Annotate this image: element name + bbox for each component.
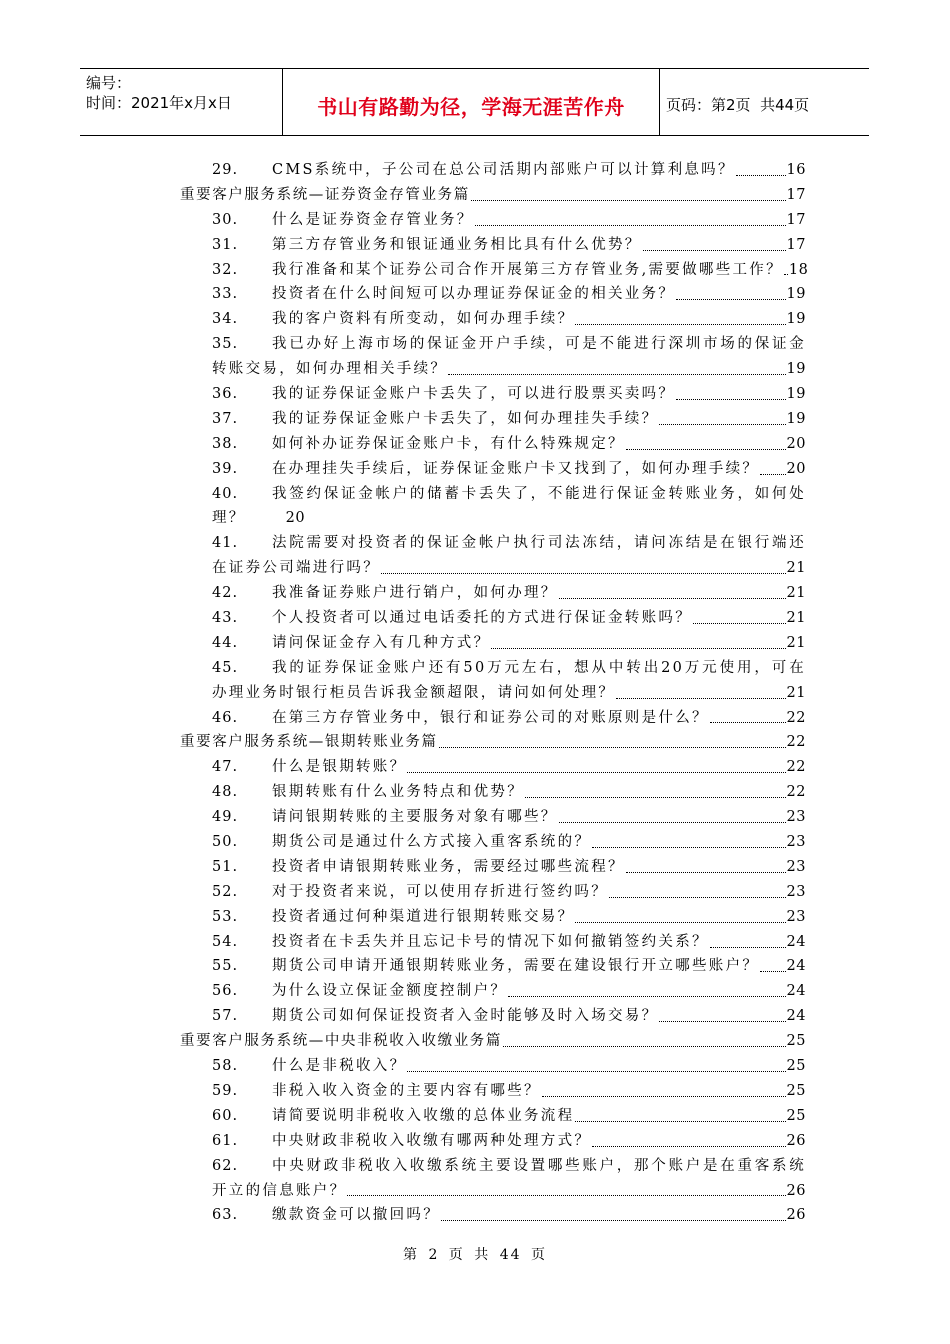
toc-entry[interactable] [180,208,806,233]
toc-entry-page: 22 [786,784,806,801]
toc-entry-number: 58. [212,1058,239,1075]
toc-entry-number: 53. [212,908,239,925]
toc-entry-page: 23 [786,883,806,900]
toc-entry-number: 40. [212,485,239,502]
toc-entry-title: 什么是银期转账？ [272,759,407,776]
toc-entry[interactable] [180,581,806,606]
toc-entry-title: 如何补办证券保证金账户卡，有什么特殊规定？ [272,435,625,452]
toc-entry[interactable] [180,1079,806,1104]
toc-entry-number: 33. [212,286,239,303]
toc-leader-dots [491,648,785,649]
toc-entry-page: 17 [786,186,806,203]
toc-leader-dots [439,747,786,748]
table-of-contents [180,158,809,1228]
toc-entry-title: 中央财政非税收入收缴系统主要设置哪些账户，那个账户是在重客系统 [272,1157,806,1174]
toc-entry-title: 第三方存管业务和银证通业务相比具有什么优势？ [272,236,642,253]
toc-entry[interactable] [180,158,806,183]
toc-entry-number: 37. [212,410,239,427]
toc-entry[interactable] [180,282,806,307]
toc-leader-dots [559,822,786,823]
toc-entry-number: 29. [212,161,239,178]
toc-entry-page: 24 [786,1008,806,1025]
toc-entry-title: 转账交易，如何办理相关手续？ [212,361,448,378]
toc-entry-number: 59. [212,1082,239,1099]
toc-entry-page: 20 [285,510,306,527]
toc-entry-title: 投资者申请银期转账业务，需要经过哪些流程？ [272,858,625,875]
toc-leader-dots [616,698,785,699]
toc-entry-title: CMS系统中，子公司在总公司活期内部账户可以计算利息吗？ [272,161,735,178]
toc-entry-title: 期货公司申请开通银期转账业务，需要在建设银行开立哪些账户？ [272,958,760,975]
toc-leader-dots [760,971,785,972]
toc-leader-dots [592,1146,785,1147]
toc-entry[interactable] [180,1179,806,1204]
toc-entry-number: 35. [212,336,239,353]
toc-entry-page: 26 [786,1207,806,1224]
toc-entry-number: 47. [212,759,239,776]
toc-entry[interactable] [180,706,806,731]
header-meta [80,69,283,135]
toc-leader-dots [471,200,786,201]
header-time-label: 时间：2021年x月x日 [86,94,232,112]
toc-leader-dots [643,250,786,251]
toc-leader-dots [559,598,786,599]
toc-entry-page: 17 [786,211,806,228]
toc-entry-number: 39. [212,460,239,477]
toc-entry[interactable] [180,855,806,880]
toc-leader-dots [407,772,785,773]
toc-entry-page: 21 [786,634,806,651]
toc-entry-number: 50. [212,834,239,851]
toc-entry-title: 银期转账有什么业务特点和优势？ [272,784,524,801]
toc-leader-dots [676,399,785,400]
toc-entry-page: 25 [786,1058,806,1075]
toc-leader-dots [575,1121,785,1122]
toc-entry-title: 我已办好上海市场的保证金开户手续，可是不能进行深圳市场的保证金 [272,336,806,353]
toc-entry[interactable] [180,631,806,656]
toc-entry-title: 在第三方存管业务中，银行和证券公司的对账原则是什么？ [272,709,709,726]
toc-entry-number: 61. [212,1132,239,1149]
toc-entry-page: 22 [786,709,806,726]
toc-leader-dots [609,897,786,898]
toc-entry-number: 46. [212,709,239,726]
toc-leader-dots [381,573,786,574]
toc-entry[interactable] [180,805,806,830]
toc-entry-number: 38. [212,435,239,452]
toc-leader-dots [407,1071,785,1072]
toc-entry-title: 中央财政非税收入收缴有哪两种处理方式？ [272,1132,592,1149]
toc-entry-number: 57. [212,1008,239,1025]
toc-entry-page: 22 [786,759,806,776]
toc-entry-title: 请问银期转账的主要服务对象有哪些？ [272,809,558,826]
toc-entry[interactable] [180,531,806,556]
toc-leader-dots [525,797,786,798]
toc-entry-number: 34. [212,311,239,328]
toc-leader-dots [760,474,785,475]
toc-entry-title: 投资者在什么时间短可以办理证券保证金的相关业务？ [272,286,676,303]
toc-leader-dots [542,1096,786,1097]
toc-entry-title: 我的证券保证金账户还有50万元左右，想从中转出20万元使用，可在 [272,659,806,676]
toc-leader-dots [441,1220,786,1221]
toc-entry-page: 20 [786,435,806,452]
toc-entry-page: 22 [786,734,806,751]
toc-entry-title: 期货公司是通过什么方式接入重客系统的？ [272,834,592,851]
toc-entry-page: 25 [786,1033,806,1050]
toc-entry-number: 31. [212,236,239,253]
toc-entry-page: 19 [786,286,806,303]
header-number-label: 编号： [86,74,132,92]
toc-entry-page: 26 [786,1132,806,1149]
toc-entry-title: 办理业务时银行柜员告诉我金额超限，请问如何处理？ [212,684,616,701]
toc-entry-page: 19 [786,410,806,427]
toc-entry-title: 对于投资者来说，可以使用存折进行签约吗？ [272,883,608,900]
toc-entry-page: 18 [788,261,809,278]
toc-entry-number: 51. [212,858,239,875]
toc-entry[interactable] [180,1154,806,1179]
toc-entry-title: 为什么设立保证金额度控制户？ [272,983,508,1000]
toc-entry-title: 理？ [212,510,246,527]
toc-entry-page: 16 [786,161,806,178]
toc-entry[interactable] [180,905,806,930]
toc-entry-page: 19 [786,361,806,378]
toc-entry-page: 20 [786,460,806,477]
toc-entry[interactable] [180,1004,806,1029]
toc-entry-number: 60. [212,1107,239,1124]
toc-entry-page: 25 [786,1107,806,1124]
toc-entry[interactable] [180,357,806,382]
toc-entry-title: 个人投资者可以通过电话委托的方式进行保证金转账吗？ [272,610,692,627]
toc-section-entry[interactable] [180,1029,806,1054]
toc-entry[interactable] [180,407,806,432]
toc-leader-dots [710,947,786,948]
toc-entry[interactable] [180,1129,806,1154]
toc-entry[interactable] [180,656,806,681]
toc-entry-number: 56. [212,983,239,1000]
toc-entry[interactable] [180,482,806,507]
toc-entry-title: 法院需要对投资者的保证金帐户执行司法冻结，请问冻结是在银行端还 [272,535,806,552]
toc-entry-page: 23 [786,834,806,851]
toc-section-entry[interactable] [180,183,806,208]
toc-leader-dots [508,996,785,997]
toc-entry-number: 63. [212,1207,239,1224]
toc-entry[interactable] [180,506,806,531]
toc-entry[interactable] [180,457,806,482]
toc-entry[interactable] [180,258,809,283]
toc-entry-title: 我签约保证金帐户的储蓄卡丢失了，不能进行保证金转账业务，如何处 [272,485,806,502]
toc-entry[interactable] [180,332,806,357]
header-page-info-cell [660,69,869,135]
toc-leader-dots [710,722,786,723]
toc-entry-title: 开立的信息账户？ [212,1182,347,1199]
toc-entry-number: 41. [212,535,239,552]
toc-entry-page: 24 [786,933,806,950]
toc-leader-dots [659,1021,785,1022]
toc-entry-number: 55. [212,958,239,975]
toc-entry-page: 26 [786,1182,806,1199]
toc-entry[interactable] [180,1054,806,1079]
toc-entry[interactable] [180,880,806,905]
toc-entry[interactable] [180,233,806,258]
toc-entry-page: 23 [786,908,806,925]
header-motto: 书山有路勤为径，学海无涯苦作舟 [317,94,625,119]
toc-entry-number: 43. [212,610,239,627]
toc-entry[interactable] [180,830,806,855]
toc-entry[interactable] [180,1203,806,1228]
toc-leader-dots [626,449,786,450]
toc-leader-dots [659,424,785,425]
toc-entry-number: 49. [212,809,239,826]
toc-entry-title: 什么是证券资金存管业务？ [272,211,474,228]
toc-leader-dots [592,847,785,848]
toc-entry[interactable] [180,432,806,457]
toc-entry-title: 我行准备和某个证券公司合作开展第三方存管业务,需要做哪些工作？ [272,261,783,278]
toc-entry-page: 19 [786,311,806,328]
toc-entry[interactable] [180,979,806,1004]
toc-entry-title: 重要客户服务系统—中央非税收入收缴业务篇 [180,1033,502,1050]
toc-entry-number: 42. [212,585,239,602]
toc-entry-title: 什么是非税收入？ [272,1058,407,1075]
toc-leader-dots [503,1046,786,1047]
toc-leader-dots [736,175,786,176]
toc-entry-page: 24 [786,983,806,1000]
toc-entry-page: 21 [786,560,806,577]
toc-entry[interactable] [180,780,806,805]
toc-entry-title: 请问保证金存入有几种方式？ [272,634,491,651]
toc-entry-title: 重要客户服务系统—银期转账业务篇 [180,734,438,751]
toc-entry-page: 23 [786,858,806,875]
toc-entry-page: 23 [786,809,806,826]
toc-entry-title: 我准备证券账户进行销户，如何办理？ [272,585,558,602]
toc-entry-title: 非税入收入资金的主要内容有哪些？ [272,1082,541,1099]
toc-entry-number: 30. [212,211,239,228]
toc-entry[interactable] [180,606,806,631]
toc-entry-page: 21 [786,684,806,701]
toc-entry-title: 投资者在卡丢失并且忘记卡号的情况下如何撤销签约关系？ [272,933,709,950]
toc-leader-dots [575,922,785,923]
toc-leader-dots [676,299,785,300]
toc-entry-title: 缴款资金可以撤回吗？ [272,1207,440,1224]
toc-entry-number: 48. [212,784,239,801]
toc-entry-number: 32. [212,261,239,278]
toc-entry-title: 在证券公司端进行吗？ [212,560,380,577]
toc-entry-page: 19 [786,386,806,402]
toc-entry-number: 44. [212,634,239,651]
toc-entry-page: 17 [786,236,806,253]
toc-section-entry[interactable] [180,730,806,755]
toc-entry-number: 54. [212,933,239,950]
toc-leader-dots [693,623,786,624]
toc-entry-title: 重要客户服务系统—证券资金存管业务篇 [180,186,470,203]
toc-entry-title: 我的证券保证金账户卡丢失了，如何办理挂失手续？ [272,410,659,427]
toc-leader-dots [448,374,785,375]
toc-entry-page: 24 [786,958,806,975]
toc-entry-number: 36. [212,386,239,402]
toc-leader-dots [575,324,785,325]
toc-entry[interactable] [180,556,806,581]
toc-leader-dots [784,274,788,275]
header-motto-cell [283,69,660,135]
header-page-info: 页码：第2页 共44页 [666,95,810,114]
toc-entry[interactable] [180,681,806,706]
toc-entry-title: 期货公司如何保证投资者入金时能够及时入场交易？ [272,1008,659,1025]
toc-entry-number: 52. [212,883,239,900]
toc-entry-number: 45. [212,659,239,676]
toc-entry-page: 21 [786,585,806,602]
toc-entry-title: 我的客户资料有所变动，如何办理手续？ [272,311,575,328]
page-header [80,68,869,136]
toc-entry-page: 21 [786,610,806,627]
page-footer: 第 2 页 共 44 页 [403,1247,547,1263]
toc-leader-dots [475,225,786,226]
toc-entry-number: 62. [212,1157,239,1174]
toc-entry[interactable] [180,930,806,955]
toc-leader-dots [626,872,786,873]
toc-entry[interactable] [180,955,806,980]
toc-entry[interactable] [180,307,806,332]
toc-entry-title: 投资者通过何种渠道进行银期转账交易？ [272,908,575,925]
toc-entry-title: 在办理挂失手续后，证券保证金账户卡又找到了，如何办理手续？ [272,460,760,477]
toc-entry[interactable] [180,382,806,407]
toc-entry-title: 我的证券保证金账户卡丢失了，可以进行股票买卖吗？ [272,386,676,402]
toc-entry-page: 25 [786,1082,806,1099]
toc-entry[interactable] [180,755,806,780]
toc-entry[interactable] [180,1104,806,1129]
toc-leader-dots [347,1195,785,1196]
toc-entry-title: 请简要说明非税收入收缴的总体业务流程 [272,1107,575,1124]
